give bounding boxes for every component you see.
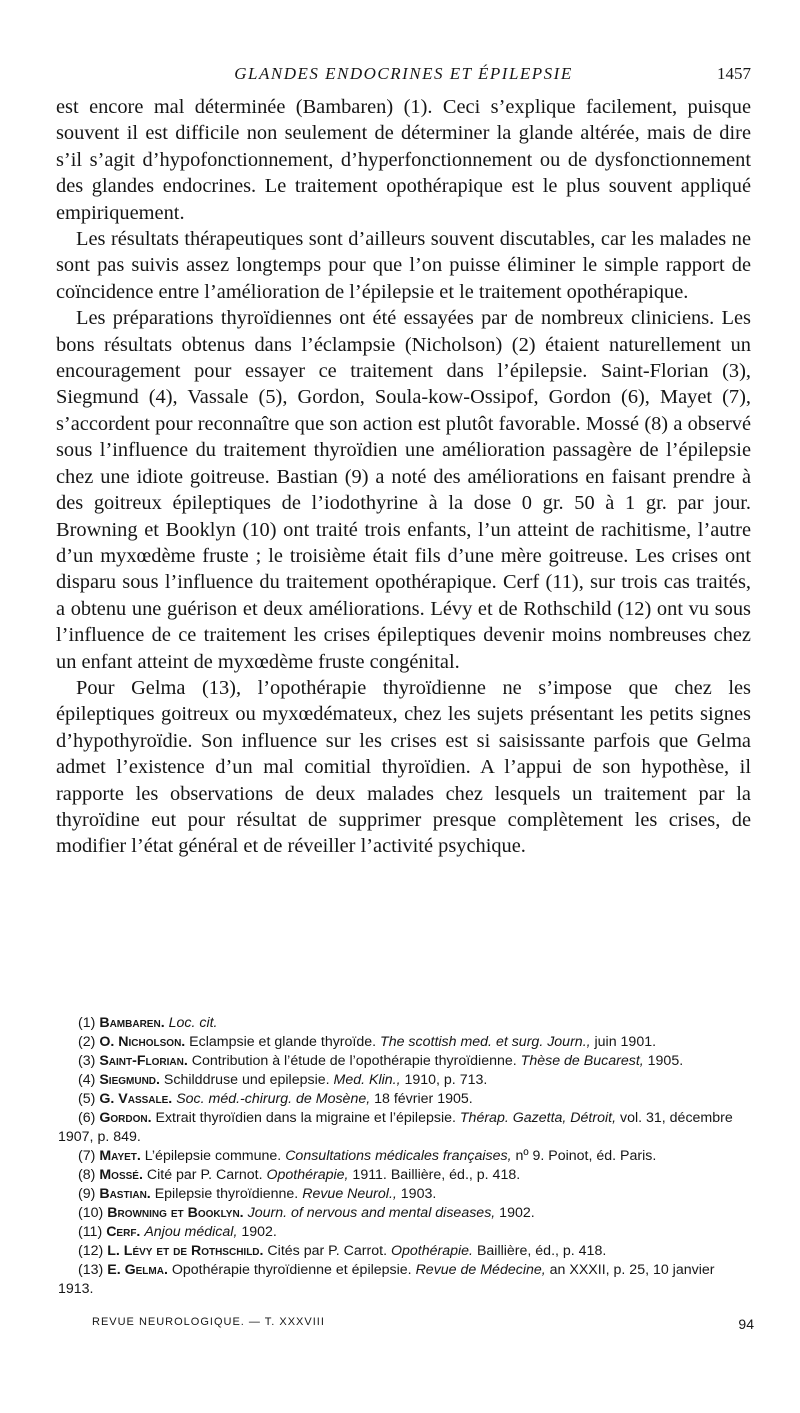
footnote-author: Bambaren.	[99, 1015, 165, 1031]
footnote-author: Bastian.	[99, 1186, 151, 1202]
footnote-source: Thèse de Bucarest,	[520, 1053, 644, 1069]
footnote-number: (4)	[78, 1072, 96, 1088]
footnote	[58, 1204, 751, 1223]
footnote-source: Anjou médical,	[144, 1224, 238, 1240]
paragraph: est encore mal déterminée (Bambaren) (1). Ceci s’explique facilement, puisque souvent il est difficile non seulement de déterminer la glande altérée, mais de dire s’il s’agit d’hypofonctionnement, d’hyperfonctionnement ou de dysfonctionnement des glandes endocrines. Le traitement opothérapique est le plus souvent appliqué empiriquement.	[56, 96, 751, 224]
footnote-number: (5)	[78, 1091, 96, 1107]
footnote-source: Opothérapie,	[266, 1167, 349, 1183]
footnote-details: 1902.	[237, 1224, 277, 1240]
footnote-number: (13)	[78, 1262, 104, 1278]
footnote-author: Browning et Booklyn.	[107, 1205, 244, 1221]
footnote-source: Revue Neurol.,	[302, 1186, 397, 1202]
footnote-author: Gordon.	[99, 1110, 152, 1126]
footnote-text: L’épilepsie commune.	[140, 1148, 286, 1164]
footnote	[58, 1147, 751, 1166]
footnote	[58, 1261, 751, 1299]
journal-footer: REVUE NEUROLOGIQUE. — T. XXXVIII	[92, 1316, 325, 1328]
footnote-author: Mossé.	[99, 1167, 143, 1183]
footnote-author: Siegmund.	[99, 1072, 160, 1088]
footnote-text: Cité par P. Carnot.	[142, 1167, 267, 1183]
footnote	[58, 1090, 751, 1109]
footnote-number: (10)	[78, 1205, 104, 1221]
footnote-text: Schilddruse und epilepsie.	[159, 1072, 334, 1088]
footnote-details: 1910, p. 713.	[400, 1072, 488, 1088]
footnote-source: Journ. of nervous and mental diseases,	[247, 1205, 496, 1221]
paragraph: Les résultats thérapeutiques sont d’ailleurs souvent discutables, car les malades ne sont pas suivis assez longtemps pour que l’on puisse éliminer le simple rapport de coïncidence entre l’amélioration de l’épilepsie et le traitement opothérapique.	[56, 228, 751, 303]
footnote-number: (8)	[78, 1167, 96, 1183]
footnote-text: Epilepsie thyroïdienne.	[150, 1186, 303, 1202]
footnote-number: (11)	[78, 1224, 103, 1240]
footnote	[58, 1071, 751, 1090]
footnote-details: 18 février 1905.	[370, 1091, 473, 1107]
footnote-text: Opothérapie thyroïdienne et épilepsie.	[167, 1262, 416, 1278]
footnote	[58, 1109, 751, 1147]
footnote-author: E. Gelma.	[107, 1262, 168, 1278]
footnote-details: nº 9. Poinot, éd. Paris.	[511, 1148, 657, 1164]
footnote-author: L. Lévy et de Rothschild.	[107, 1243, 264, 1259]
footnote-source: Loc. cit.	[168, 1015, 218, 1031]
footnote-author: Mayet.	[99, 1148, 141, 1164]
footnote-source: Opothérapie.	[390, 1243, 473, 1259]
signature-mark: 94	[738, 1316, 754, 1332]
footnote-source: Consultations médicales françaises,	[285, 1148, 512, 1164]
footnote	[58, 1033, 751, 1052]
footnote-source: Revue de Médecine,	[415, 1262, 546, 1278]
page-number: 1457	[717, 64, 751, 83]
footnote-text: Extrait thyroïdien dans la migraine et l’épilepsie.	[151, 1110, 460, 1126]
footnote-source: Med. Klin.,	[333, 1072, 401, 1088]
footnotes	[58, 1014, 751, 1299]
footnote-details: vol. 31, décembre 1907, p. 849.	[58, 1110, 733, 1145]
footnote-author: O. Nicholson.	[99, 1034, 186, 1050]
footnote-details: an XXXII, p. 25, 10 janvier 1913.	[58, 1262, 715, 1297]
footnote-number: (12)	[78, 1243, 104, 1259]
page-footer	[92, 1316, 754, 1336]
footnote-number: (7)	[78, 1148, 96, 1164]
footnote-text: Contribution à l’étude de l’opothérapie thyroïdienne.	[187, 1053, 521, 1069]
footnote	[58, 1242, 751, 1261]
footnote-author: Cerf.	[106, 1224, 141, 1240]
footnote-text: Eclampsie et glande thyroïde.	[185, 1034, 381, 1050]
footnote-details: 1903.	[396, 1186, 437, 1202]
running-title: GLANDES ENDOCRINES ET ÉPILEPSIE	[234, 64, 573, 83]
footnote-details: 1902.	[495, 1205, 535, 1221]
footnote-source: Soc. méd.-chirurg. de Mosène,	[176, 1091, 371, 1107]
footnote-number: (6)	[78, 1110, 96, 1126]
footnote-details: Baillière, éd., p. 418.	[473, 1243, 607, 1259]
footnote-number: (1)	[78, 1015, 96, 1031]
footnote	[58, 1166, 751, 1185]
footnote	[58, 1014, 751, 1033]
footnote-text: Cités par P. Carrot.	[263, 1243, 391, 1259]
footnote	[58, 1052, 751, 1071]
footnote-details: 1911. Baillière, éd., p. 418.	[348, 1167, 521, 1183]
footnote-author: Saint-Florian.	[99, 1053, 188, 1069]
footnote	[58, 1185, 751, 1204]
footnote-number: (2)	[78, 1034, 96, 1050]
footnote-details: 1905.	[643, 1053, 684, 1069]
paragraph: Pour Gelma (13), l’opothérapie thyroïdienne ne s’impose que chez les épileptiques goitreux ou myxœdémateux, chez les sujets présentant les petits signes d’hypothyroïdie. Son influence sur les crises est si saisissante parfois que Gelma admet l’existence d’un mal comitial thyroïdien. A l’appui de son hypothèse, il rapporte les observations de deux malades chez lesquels un traitement par la thyroïdine eut pour résultat de supprimer presque complètement les crises, de modifier l’état général et de réveiller l’activité psychique.	[56, 676, 751, 858]
footnote-source: The scottish med. et surg. Journ.,	[380, 1034, 591, 1050]
footnote-source: Thérap. Gazetta, Détroit,	[459, 1110, 617, 1126]
footnote	[58, 1223, 751, 1242]
page-header	[56, 64, 751, 88]
body-text	[56, 94, 751, 860]
paragraph: Les préparations thyroïdiennes ont été essayées par de nombreux cliniciens. Les bons résultats obtenus dans l’éclampsie (Nicholson) (2) étaient naturellement un encouragement pour essayer ce traitement dans l’épilepsie. Saint-Florian (3), Siegmund (4), Vassale (5), Gordon, Soula-kow-Ossipof, Gordon (6), Mayet (7), s’accordent pour reconnaître que son action est plutôt favorable. Mossé (8) a observé sous l’influence du traitement thyroïdien une amélioration passagère de l’épilepsie chez une idiote goitreuse. Bastian (9) a noté des améliorations en faisant prendre à des goitreux épileptiques de l’iodothyrine à la dose 0 gr. 50 à 1 gr. par jour. Browning et Booklyn (10) ont traité trois enfants, l’un atteint de rachitisme, l’autre d’un myxœdème fruste ; le troisième était fils d’une mère goitreuse. Les crises ont disparu sous l’influence du traitement opothérapique. Cerf (11), sur trois cas traités, a obtenu une guérison et deux améliorations. Lévy et de Rothschild (12) ont vu sous l’influence de ce traitement les crises épileptiques devenir moins nombreuses chez un enfant atteint de myxœdème fruste congénital.	[56, 307, 751, 673]
footnote-number: (3)	[78, 1053, 96, 1069]
footnote-author: G. Vassale.	[99, 1091, 173, 1107]
footnote-number: (9)	[78, 1186, 96, 1202]
footnote-details: juin 1901.	[590, 1034, 657, 1050]
